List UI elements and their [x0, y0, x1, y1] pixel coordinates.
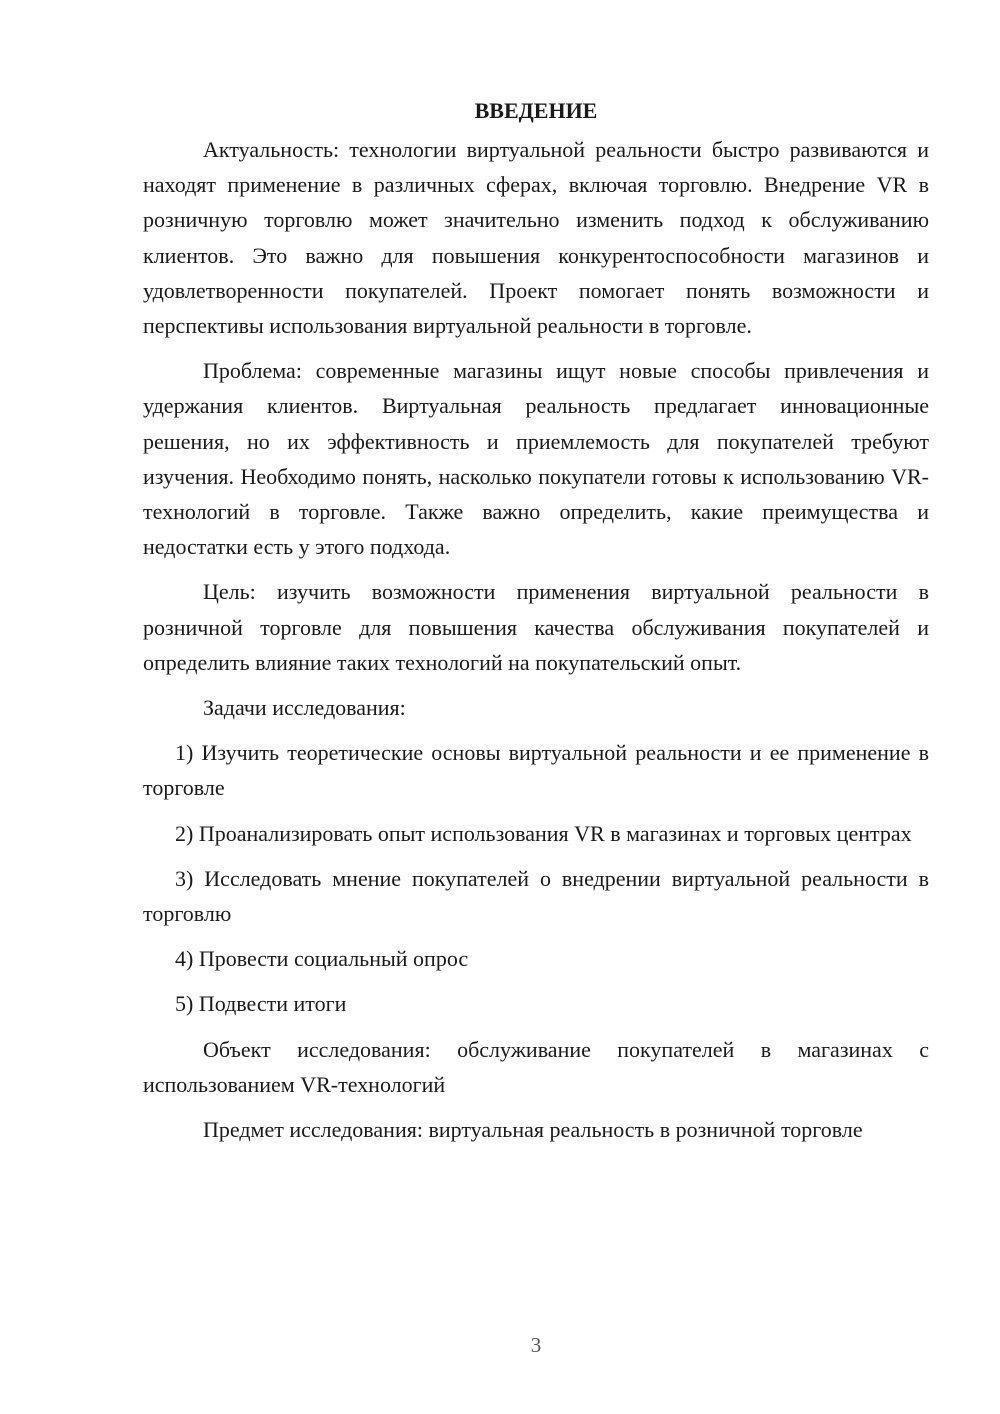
task-item-5: 5) Подвести итоги: [175, 991, 347, 1017]
task-item-2: 2) Проанализировать опыт использования VR в магазинах и торговых центрах: [175, 820, 912, 846]
page-body: [143, 93, 929, 1157]
task-item-3: 3) Исследовать мнение покупателей о внедрении виртуальной реальности в торговлю: [143, 865, 929, 927]
task-item-4: 4) Провести социальный опрос: [175, 946, 469, 972]
object-paragraph: Объект исследования: обслуживание покупателей в магазинах с использованием VR-технологий: [143, 1036, 929, 1097]
tasks-intro: Задачи исследования:: [203, 695, 406, 721]
page-number: 3: [530, 1333, 542, 1357]
relevance-paragraph: Актуальность: технологии виртуальной реальности быстро развиваются и находят применение в различных сферах, включая торговлю. Внедрение VR в розничную торговлю может значительно изменить подход к обслуживанию клиентов. Это важно для повышения конкурентоспособности магазинов и удовлетворенности покупателей. Проект помогает понять возможности и перспективы использования виртуальной реальности в торговле.: [143, 137, 929, 339]
task-item-1: 1) Изучить теоретические основы виртуальной реальности и ее применение в торговле: [143, 740, 929, 801]
goal-paragraph: Цель: изучить возможности применения виртуальной реальности в розничной торговле для повышения качества обслуживания покупателей и определить влияние таких технологий на покупательский опыт.: [143, 579, 929, 675]
problem-paragraph: Проблема: современные магазины ищут новые способы привлечения и удержания клиентов. Виртуальная реальность предлагает инновационные решения, но их эффективность и приемлемость для покупателей требуют изучения. Необходимо понять, насколько покупатели готовы к использованию VR-технологий в торговле. Также важно определить, какие преимущества и недостатки есть у этого подхода.: [143, 358, 929, 560]
subject-paragraph: Предмет исследования: виртуальная реальность в розничной торговле: [203, 1117, 863, 1143]
page-title: ВВЕДЕНИЕ: [474, 98, 598, 123]
